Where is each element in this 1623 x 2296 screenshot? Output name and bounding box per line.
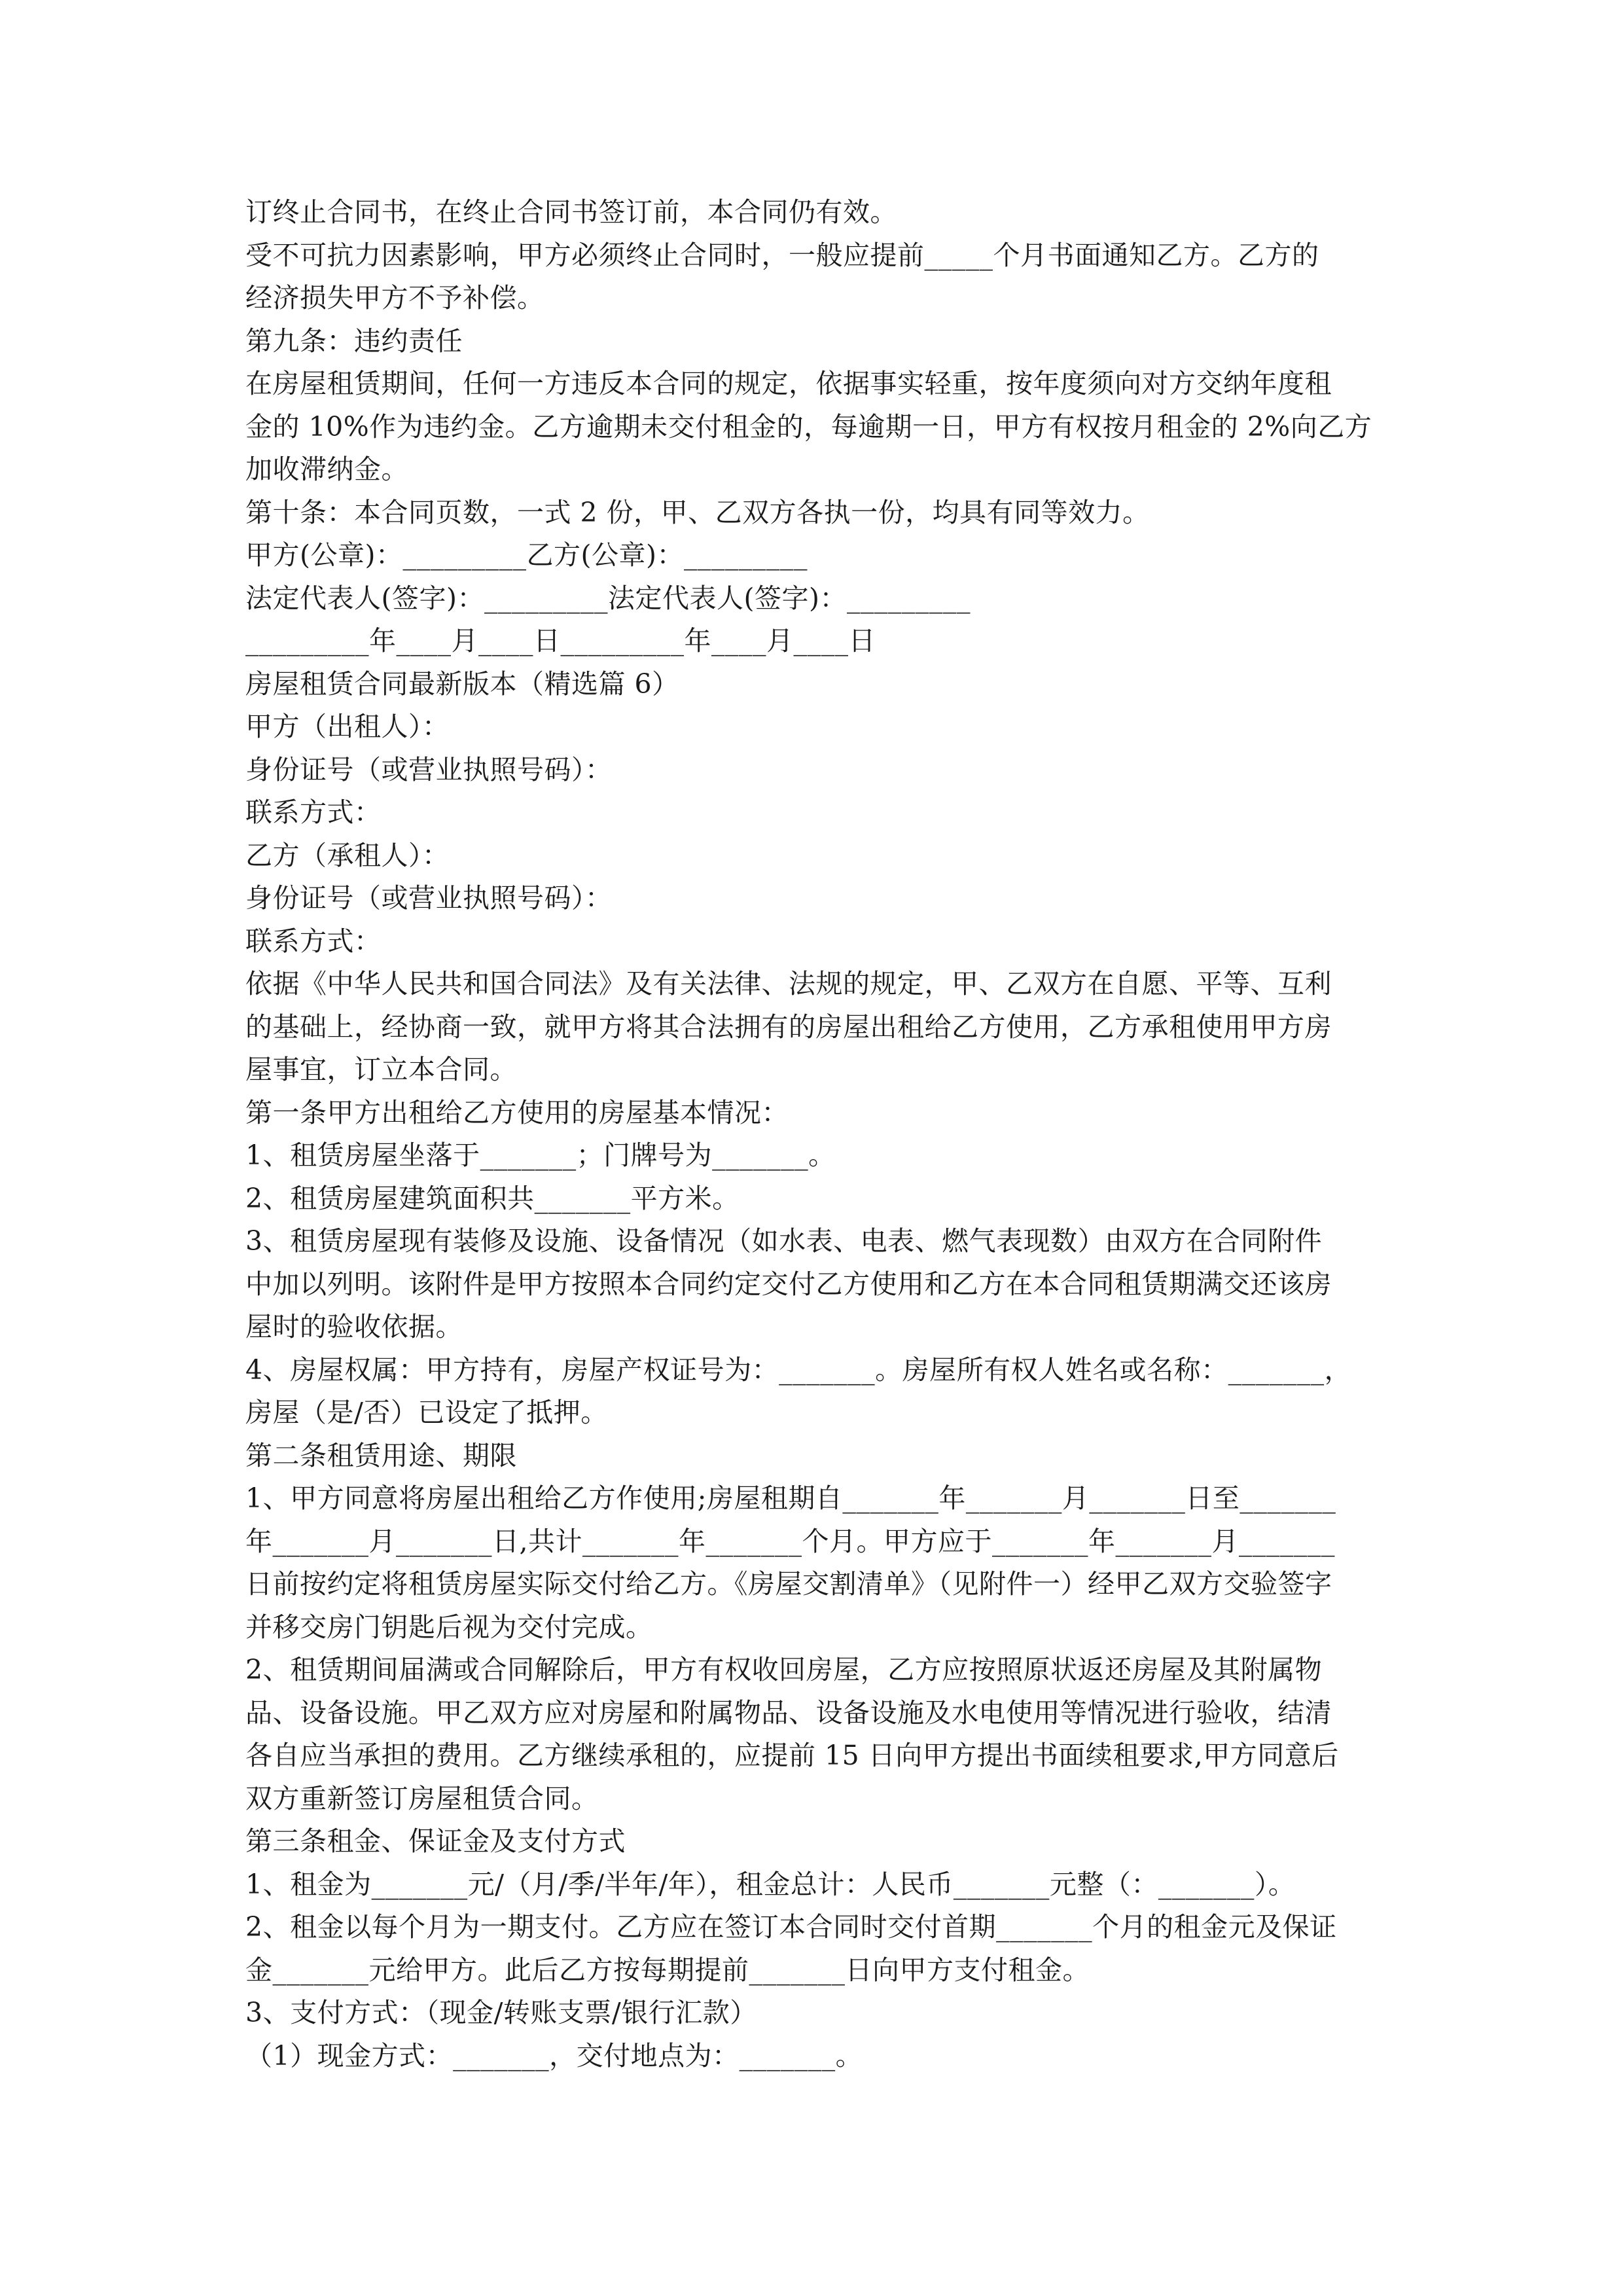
text-line: 加收滞纳金。: [245, 454, 408, 485]
signature-line: 甲方(公章)：_________乙方(公章)：_________: [245, 539, 808, 571]
text-line: 3、租赁房屋现有装修及设施、设备情况（如水表、电表、燃气表现数）由双方在合同附件: [245, 1225, 1323, 1257]
section-heading: 第三条租金、保证金及支付方式: [245, 1825, 626, 1857]
text-line: 金的 10%作为违约金。乙方逾期未交付租金的，每逾期一日，甲方有权按月租金的 2%向乙方: [245, 410, 1372, 442]
text-line: 日前按约定将租赁房屋实际交付给乙方。《房屋交割清单》（见附件一）经甲乙双方交验签字: [245, 1568, 1332, 1600]
text-line: 品、设备设施。甲乙双方应对房屋和附属物品、设备设施及水电使用等情况进行验收，结清: [245, 1696, 1332, 1729]
text-line: 并移交房门钥匙后视为交付完成。: [245, 1611, 653, 1643]
text-line: 双方重新签订房屋租赁合同。: [245, 1782, 599, 1814]
text-line: 在房屋租赁期间，任何一方违反本合同的规定，依据事实轻重，按年度须向对方交纳年度租: [245, 368, 1332, 399]
text-line: 2、租赁期间届满或合同解除后，甲方有权收回房屋，乙方应按照原状返还房屋及其附属物: [245, 1654, 1323, 1685]
section-heading: 第一条甲方出租给乙方使用的房屋基本情况：: [245, 1096, 789, 1128]
text-line: 1、甲方同意将房屋出租给乙方作使用;房屋租期自_______年_______月_______日至_______: [245, 1482, 1336, 1514]
text-line: 的基础上，经协商一致，就甲方将其合法拥有的房屋出租给乙方使用，乙方承租使用甲方房: [245, 1011, 1332, 1043]
text-line: 年_______月_______日,共计_______年_______个月。甲方应于_______年_______月_______: [245, 1525, 1336, 1557]
party-field: 身份证号（或营业执照号码）：: [245, 882, 613, 914]
section-heading: 第二条租赁用途、期限: [245, 1439, 517, 1471]
contract-text: [245, 191, 1384, 2077]
text-line: 屋时的验收依据。: [245, 1311, 463, 1342]
party-field: 乙方（承租人）：: [245, 839, 450, 871]
text-line: 2、租赁房屋建筑面积共_______平方米。: [245, 1182, 740, 1214]
section-heading: 第九条：违约责任: [245, 325, 463, 357]
document-title: 房屋租赁合同最新版本（精选篇 6）: [245, 668, 679, 700]
party-field: 身份证号（或营业执照号码）：: [245, 753, 613, 785]
signature-line: 法定代表人(签字)：_________法定代表人(签字)：_________: [245, 582, 971, 614]
section-heading: 第十条：本合同页数，一式 2 份，甲、乙双方各执一份，均具有同等效力。: [245, 496, 1150, 528]
text-line: 1、租赁房屋坐落于_______；门牌号为_______。: [245, 1139, 836, 1171]
text-line: 3、支付方式：（现金/转账支票/银行汇款）: [245, 1997, 757, 2028]
text-line: 受不可抗力因素影响，甲方必须终止合同时，一般应提前_____个月书面通知乙方。乙方的: [245, 239, 1319, 271]
text-line: （1）现金方式：_______，交付地点为：_______。: [245, 2039, 863, 2072]
text-line: 金_______元给甲方。此后乙方按每期提前_______日向甲方支付租金。: [245, 1954, 1090, 1986]
text-line: 订终止合同书，在终止合同书签订前，本合同仍有效。: [245, 196, 897, 228]
text-line: 屋事宜，订立本合同。: [245, 1054, 517, 1085]
text-line: 依据《中华人民共和国合同法》及有关法律、法规的规定，甲、乙双方在自愿、平等、互利: [245, 968, 1332, 999]
party-field: 联系方式：: [245, 797, 382, 828]
text-line: 4、房屋权属：甲方持有，房屋产权证号为：_______。房屋所有权人姓名或名称：_______，: [245, 1354, 1352, 1386]
text-line: 各自应当承担的费用。乙方继续承租的，应提前 15 日向甲方提出书面续租要求,甲方同意后: [245, 1740, 1339, 1771]
text-line: 房屋（是/否）已设定了抵押。: [245, 1397, 608, 1428]
text-line: 1、租金为_______元/（月/季/半年/年），租金总计：人民币_______元整（：_______）。: [245, 1868, 1296, 1900]
party-field: 联系方式：: [245, 925, 382, 957]
party-field: 甲方（出租人）：: [245, 711, 450, 742]
text-line: 中加以列明。该附件是甲方按照本合同约定交付乙方使用和乙方在本合同租赁期满交还该房: [245, 1268, 1332, 1300]
text-line: 2、租金以每个月为一期支付。乙方应在签订本合同时交付首期_______个月的租金元及保证: [245, 1911, 1337, 1943]
date-line: _________年____月____日_________年____月____日: [245, 625, 876, 656]
text-line: 经济损失甲方不予补偿。: [245, 282, 544, 314]
